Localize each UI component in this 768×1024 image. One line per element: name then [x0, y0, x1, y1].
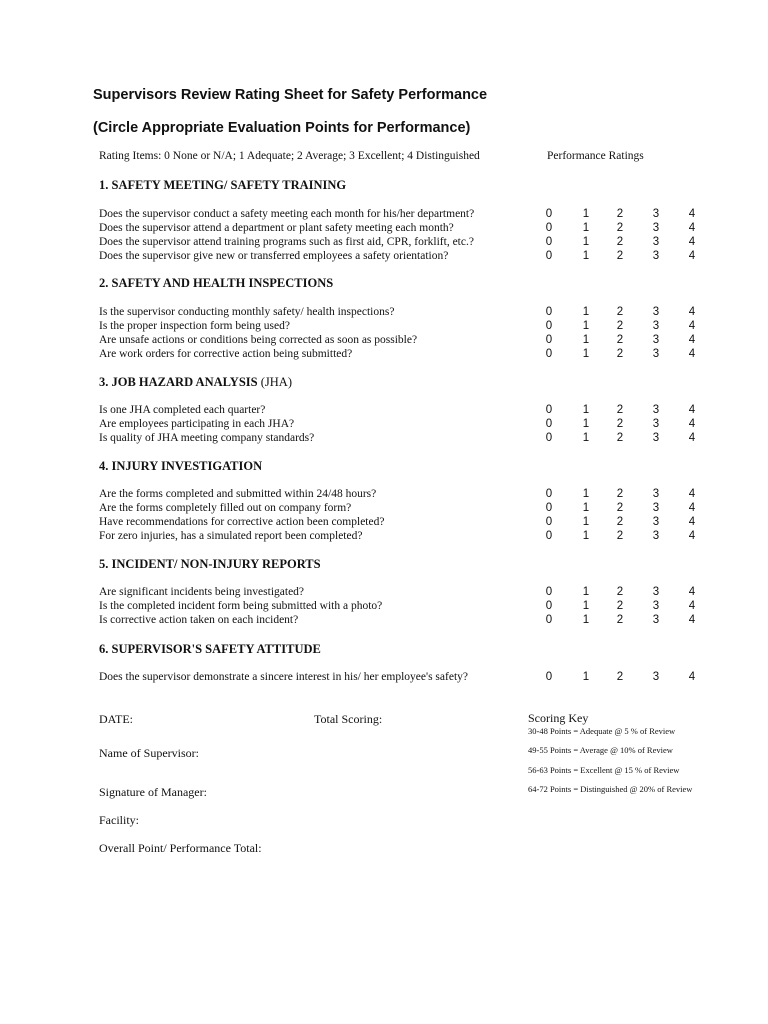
score-1[interactable]: 1 — [582, 404, 590, 416]
question-text: Is the proper inspection form being used? — [99, 320, 290, 332]
score-2[interactable]: 2 — [616, 306, 624, 318]
score-1[interactable]: 1 — [582, 614, 590, 626]
section-title-incident-reports: 5. INCIDENT/ NON-INJURY REPORTS — [99, 557, 321, 571]
question-row — [99, 347, 709, 361]
question-text: Are work orders for corrective action being submitted? — [99, 348, 353, 360]
score-0[interactable]: 0 — [545, 600, 553, 612]
question-row — [99, 333, 709, 347]
question-row — [99, 249, 709, 263]
score-3[interactable]: 3 — [652, 348, 660, 360]
score-4[interactable]: 4 — [688, 586, 696, 598]
score-3[interactable]: 3 — [652, 320, 660, 332]
score-3[interactable]: 3 — [652, 432, 660, 444]
question-row — [99, 431, 709, 445]
score-4[interactable]: 4 — [688, 236, 696, 248]
score-4[interactable]: 4 — [688, 306, 696, 318]
score-1[interactable]: 1 — [582, 334, 590, 346]
score-3[interactable]: 3 — [652, 671, 660, 683]
score-2[interactable]: 2 — [616, 334, 624, 346]
score-4[interactable]: 4 — [688, 516, 696, 528]
score-0[interactable]: 0 — [545, 334, 553, 346]
score-3[interactable]: 3 — [652, 488, 660, 500]
score-1[interactable]: 1 — [582, 671, 590, 683]
section-title-injury-investigation: 4. INJURY INVESTIGATION — [99, 459, 263, 473]
score-3[interactable]: 3 — [652, 600, 660, 612]
question-text: Is corrective action taken on each incident? — [99, 614, 299, 626]
score-4[interactable]: 4 — [688, 600, 696, 612]
score-2[interactable]: 2 — [616, 516, 624, 528]
score-2[interactable]: 2 — [616, 614, 624, 626]
score-2[interactable]: 2 — [616, 348, 624, 360]
score-4[interactable]: 4 — [688, 432, 696, 444]
section-title-inspections: 2. SAFETY AND HEALTH INSPECTIONS — [99, 276, 334, 290]
manager-signature-label: Signature of Manager: — [99, 785, 207, 799]
scoring-key-line: 30-48 Points = Adequate @ 5 % of Review — [528, 726, 676, 736]
score-2[interactable]: 2 — [616, 530, 624, 542]
question-row — [99, 487, 709, 501]
score-0[interactable]: 0 — [545, 306, 553, 318]
question-text: Does the supervisor conduct a safety meeting each month for his/her department? — [99, 208, 475, 220]
question-row — [99, 529, 709, 543]
score-4[interactable]: 4 — [688, 250, 696, 262]
score-3[interactable]: 3 — [652, 586, 660, 598]
score-4[interactable]: 4 — [688, 404, 696, 416]
score-2[interactable]: 2 — [616, 671, 624, 683]
score-4[interactable]: 4 — [688, 671, 696, 683]
question-text: Are significant incidents being investigated? — [99, 586, 305, 598]
score-2[interactable]: 2 — [616, 488, 624, 500]
question-row — [99, 515, 709, 529]
score-1[interactable]: 1 — [582, 600, 590, 612]
score-3[interactable]: 3 — [652, 236, 660, 248]
question-row — [99, 221, 709, 235]
scoring-key-line: 49-55 Points = Average @ 10% of Review — [528, 745, 673, 755]
score-2[interactable]: 2 — [616, 586, 624, 598]
question-row — [99, 235, 709, 249]
score-3[interactable]: 3 — [652, 502, 660, 514]
question-row — [99, 319, 709, 333]
score-0[interactable]: 0 — [545, 516, 553, 528]
question-text: Is the completed incident form being submitted with a photo? — [99, 600, 383, 612]
score-3[interactable]: 3 — [652, 516, 660, 528]
question-row — [99, 599, 709, 613]
supervisor-name-label: Name of Supervisor: — [99, 746, 199, 760]
question-text: Are the forms completely filled out on company form? — [99, 502, 352, 514]
question-row — [99, 305, 709, 319]
score-1[interactable]: 1 — [582, 348, 590, 360]
score-0[interactable]: 0 — [545, 250, 553, 262]
score-1[interactable]: 1 — [582, 418, 590, 430]
section-title-jha: 3. JOB HAZARD ANALYSIS (JHA) — [99, 375, 292, 389]
date-label: DATE: — [99, 712, 133, 726]
question-row — [99, 207, 709, 221]
score-0[interactable]: 0 — [545, 222, 553, 234]
score-0[interactable]: 0 — [545, 236, 553, 248]
question-row — [99, 585, 709, 599]
question-text: Does the supervisor attend training programs such as first aid, CPR, forklift, etc.? — [99, 236, 474, 248]
question-row — [99, 501, 709, 515]
score-1[interactable]: 1 — [582, 236, 590, 248]
score-1[interactable]: 1 — [582, 502, 590, 514]
question-text: Are the forms completed and submitted within 24/48 hours? — [99, 488, 377, 500]
score-4[interactable]: 4 — [688, 208, 696, 220]
score-4[interactable]: 4 — [688, 530, 696, 542]
score-2[interactable]: 2 — [616, 236, 624, 248]
score-2[interactable]: 2 — [616, 432, 624, 444]
score-2[interactable]: 2 — [616, 502, 624, 514]
score-3[interactable]: 3 — [652, 530, 660, 542]
section-title-safety-attitude: 6. SUPERVISOR'S SAFETY ATTITUDE — [99, 642, 321, 656]
performance-ratings-header: Performance Ratings — [547, 150, 644, 162]
score-0[interactable]: 0 — [545, 418, 553, 430]
score-2[interactable]: 2 — [616, 250, 624, 262]
score-4[interactable]: 4 — [688, 222, 696, 234]
score-1[interactable]: 1 — [582, 222, 590, 234]
score-3[interactable]: 3 — [652, 208, 660, 220]
score-3[interactable]: 3 — [652, 418, 660, 430]
question-text: Is one JHA completed each quarter? — [99, 404, 266, 416]
question-row — [99, 670, 709, 684]
score-0[interactable]: 0 — [545, 404, 553, 416]
score-1[interactable]: 1 — [582, 320, 590, 332]
question-text: Have recommendations for corrective action been completed? — [99, 516, 385, 528]
score-3[interactable]: 3 — [652, 222, 660, 234]
question-row — [99, 613, 709, 627]
question-text: Are employees participating in each JHA? — [99, 418, 295, 430]
score-3[interactable]: 3 — [652, 250, 660, 262]
score-3[interactable]: 3 — [652, 404, 660, 416]
question-text: Does the supervisor attend a department or plant safety meeting each month? — [99, 222, 454, 234]
score-4[interactable]: 4 — [688, 418, 696, 430]
score-1[interactable]: 1 — [582, 586, 590, 598]
overall-total-label: Overall Point/ Performance Total: — [99, 841, 262, 855]
score-0[interactable]: 0 — [545, 586, 553, 598]
score-2[interactable]: 2 — [616, 222, 624, 234]
score-0[interactable]: 0 — [545, 502, 553, 514]
score-0[interactable]: 0 — [545, 530, 553, 542]
score-1[interactable]: 1 — [582, 306, 590, 318]
score-1[interactable]: 1 — [582, 250, 590, 262]
score-4[interactable]: 4 — [688, 488, 696, 500]
score-1[interactable]: 1 — [582, 530, 590, 542]
score-0[interactable]: 0 — [545, 208, 553, 220]
score-0[interactable]: 0 — [545, 614, 553, 626]
score-0[interactable]: 0 — [545, 320, 553, 332]
score-0[interactable]: 0 — [545, 488, 553, 500]
score-0[interactable]: 0 — [545, 432, 553, 444]
score-3[interactable]: 3 — [652, 306, 660, 318]
question-row — [99, 417, 709, 431]
page-title: Supervisors Review Rating Sheet for Safety Performance — [93, 87, 488, 103]
scoring-key-title: Scoring Key — [528, 711, 589, 725]
facility-label: Facility: — [99, 813, 139, 827]
score-1[interactable]: 1 — [582, 516, 590, 528]
rating-legend: Rating Items: 0 None or N/A; 1 Adequate; 2 Average; 3 Excellent; 4 Distinguished — [99, 150, 480, 162]
score-2[interactable]: 2 — [616, 404, 624, 416]
score-0[interactable]: 0 — [545, 671, 553, 683]
score-4[interactable]: 4 — [688, 614, 696, 626]
score-4[interactable]: 4 — [688, 320, 696, 332]
question-row — [99, 403, 709, 417]
score-2[interactable]: 2 — [616, 418, 624, 430]
scoring-key-line: 56-63 Points = Excellent @ 15 % of Review — [528, 765, 680, 775]
score-3[interactable]: 3 — [652, 614, 660, 626]
score-0[interactable]: 0 — [545, 348, 553, 360]
score-2[interactable]: 2 — [616, 600, 624, 612]
scoring-key-line: 64-72 Points = Distinguished @ 20% of Review — [528, 784, 693, 794]
score-3[interactable]: 3 — [652, 334, 660, 346]
score-1[interactable]: 1 — [582, 432, 590, 444]
score-2[interactable]: 2 — [616, 208, 624, 220]
score-4[interactable]: 4 — [688, 348, 696, 360]
score-4[interactable]: 4 — [688, 502, 696, 514]
question-text: Is quality of JHA meeting company standards? — [99, 432, 315, 444]
question-text: Are unsafe actions or conditions being corrected as soon as possible? — [99, 334, 418, 346]
total-scoring-label: Total Scoring: — [314, 712, 383, 726]
section-title-safety-meeting: 1. SAFETY MEETING/ SAFETY TRAINING — [99, 178, 347, 192]
question-text: Does the supervisor demonstrate a sincere interest in his/ her employee's safety? — [99, 671, 468, 683]
question-text: Is the supervisor conducting monthly safety/ health inspections? — [99, 306, 395, 318]
score-2[interactable]: 2 — [616, 320, 624, 332]
question-text: For zero injuries, has a simulated report been completed? — [99, 530, 363, 542]
page-subtitle: (Circle Appropriate Evaluation Points for Performance) — [93, 120, 471, 136]
score-1[interactable]: 1 — [582, 488, 590, 500]
question-text: Does the supervisor give new or transferred employees a safety orientation? — [99, 250, 449, 262]
score-4[interactable]: 4 — [688, 334, 696, 346]
score-1[interactable]: 1 — [582, 208, 590, 220]
